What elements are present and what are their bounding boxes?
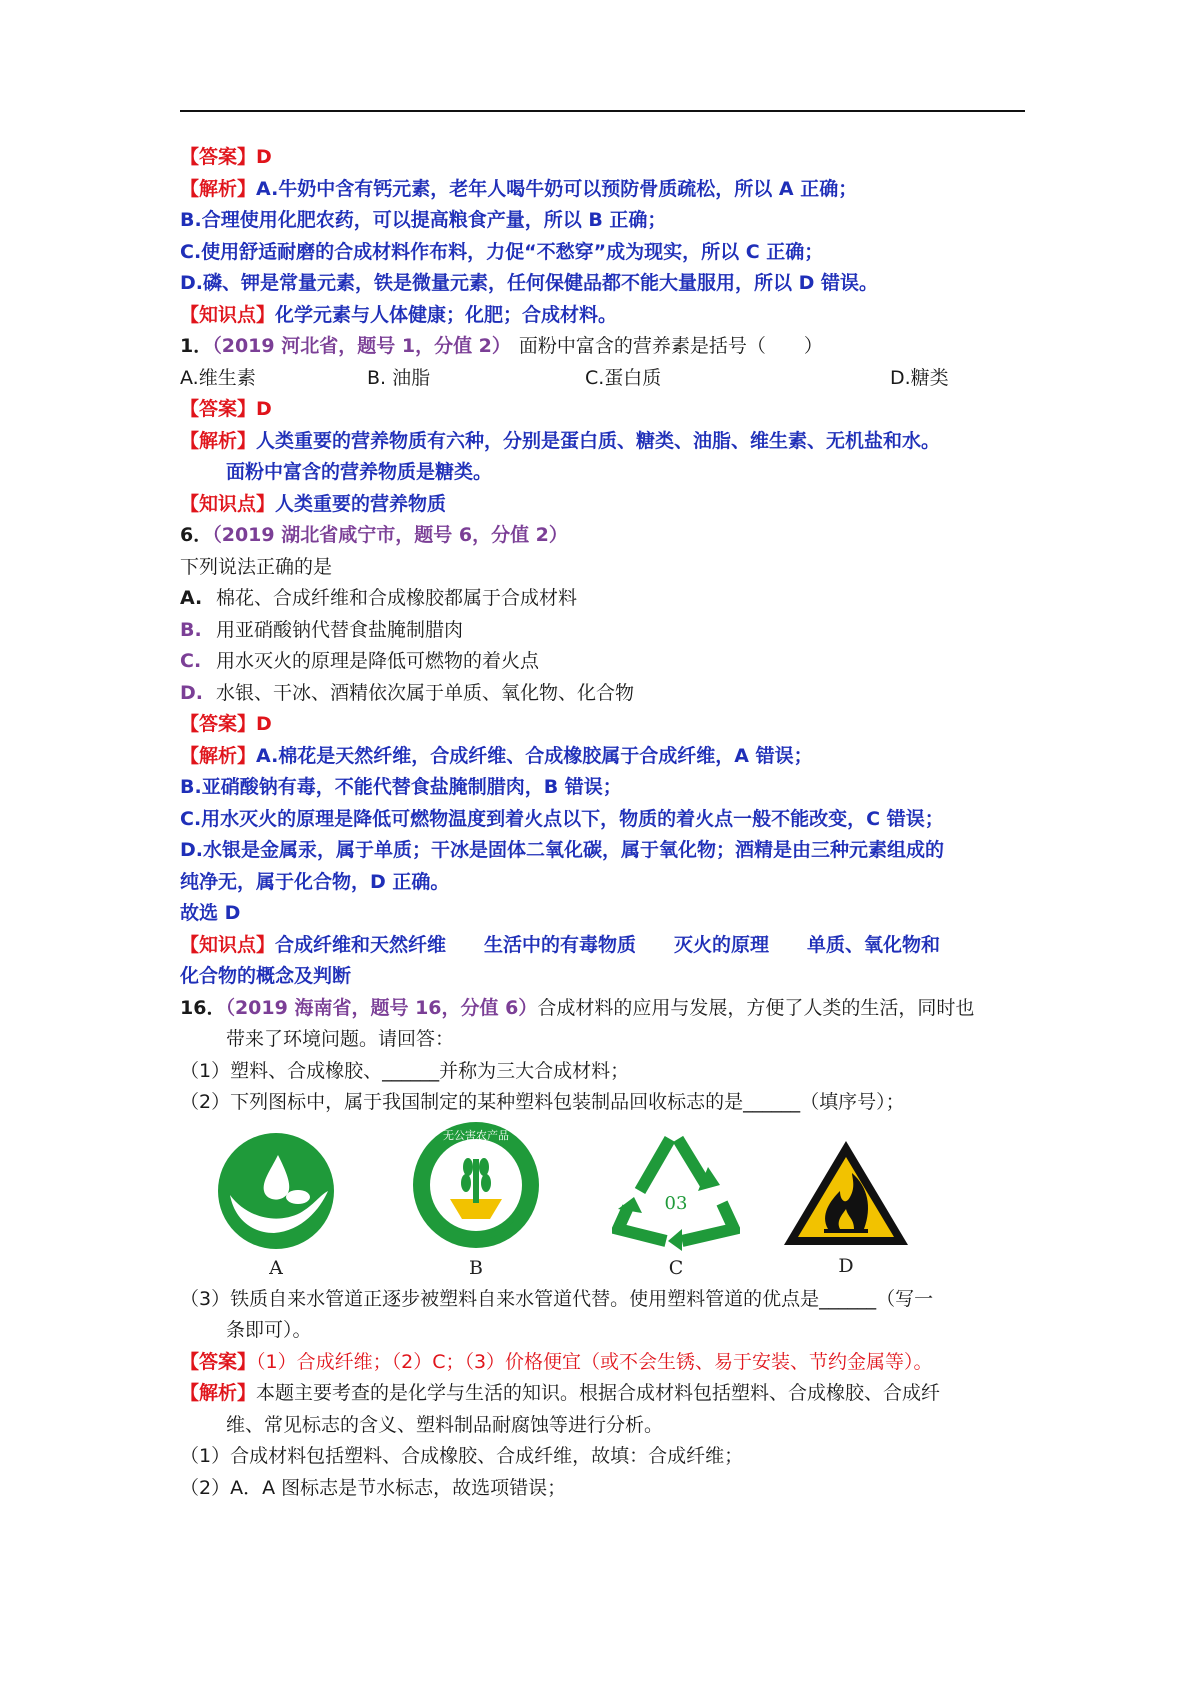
question-meta: （2019 河北省，题号 1，分值 2） [212, 335, 511, 357]
analysis-text: C.用水灭火的原理是降低可燃物温度到着火点以下，物质的着火点一般不能改变，C 错误； [180, 807, 944, 830]
analysis-tag: 【解析】 [180, 1382, 257, 1404]
analysis-text: B.合理使用化肥农药，可以提高粮食产量，所以 B 正确； [180, 209, 667, 231]
answer-tag: 【答案】 [180, 1350, 257, 1373]
answer-text: （1）合成纤维；（2）C；（3）价格便宜（或不会生锈、易于安装、节约金属等）。 [256, 1350, 933, 1373]
flammable-warning-icon [780, 1137, 912, 1249]
icon-figures [180, 1119, 1030, 1284]
analysis-text: （1）合成材料包括塑料、合成橡胶、合成纤维，故填：合成纤维； [180, 1445, 744, 1467]
analysis-text: 维、常见标志的含义、塑料制品耐腐蚀等进行分析。 [226, 1413, 664, 1436]
knowledge-tag: 【知识点】 [180, 303, 276, 326]
figure-a [216, 1131, 336, 1279]
option-key: C. [180, 650, 202, 672]
answer-value: D [256, 398, 272, 420]
option-text: 棉花、合成纤维和合成橡胶都属于合成材料 [216, 587, 578, 609]
analysis-tag: 【解析】 [180, 429, 257, 452]
option-key: B. [180, 618, 202, 641]
option-d: D.糖类 [890, 366, 949, 389]
header-rule [180, 110, 1025, 112]
analysis-line [180, 741, 1030, 773]
figure-c [612, 1133, 740, 1279]
answer-value: D [256, 146, 272, 168]
sub-question: （1）塑料、合成橡胶、______并称为三大合成材料； [180, 1059, 630, 1082]
analysis-text: D.磷、钾是常量元素，铁是微量元素，任何保健品都不能大量服用，所以 D 错误。 [180, 272, 878, 294]
analysis-text: A.牛奶中含有钙元素，老年人喝牛奶可以预防骨质疏松，所以 A 正确； [256, 177, 858, 200]
figure-label: A [269, 1256, 283, 1279]
analysis-text: 面粉中富含的营养物质是糖类。 [226, 461, 493, 483]
knowledge-line [180, 489, 1030, 521]
question-stem: 面粉中富含的营养素是括号（ ） [518, 335, 823, 357]
answer-line [180, 1347, 1030, 1379]
figure-label: B [469, 1256, 483, 1279]
recycle-icon [612, 1133, 740, 1251]
knowledge-tag: 【知识点】 [180, 933, 276, 956]
analysis-text: B.亚硝酸钠有毒，不能代替食盐腌制腊肉，B 错误； [180, 776, 622, 798]
figure-label: D [838, 1254, 854, 1277]
answer-line [180, 394, 1030, 426]
option-key: A. [180, 587, 203, 609]
question-header [180, 331, 1030, 363]
knowledge-text: 化学元素与人体健康；化肥；合成材料。 [275, 303, 618, 326]
option-text: 用水灭火的原理是降低可燃物的着火点 [216, 650, 540, 672]
option-row [180, 363, 1030, 395]
analysis-line [180, 174, 1030, 206]
option-key: D. [180, 681, 203, 704]
water-saving-icon [216, 1131, 336, 1251]
option-c: C.蛋白质 [585, 366, 662, 389]
question-header [180, 520, 1030, 552]
analysis-text: 人类重要的营养物质有六种，分别是蛋白质、糖类、油脂、维生素、无机盐和水。 [256, 429, 941, 452]
figure-d [780, 1137, 912, 1277]
option-text: 用亚硝酸钠代替食盐腌制腊肉 [216, 618, 464, 641]
document-body [180, 142, 1030, 1504]
analysis-line [180, 426, 1030, 458]
knowledge-text: 人类重要的营养物质 [275, 492, 447, 515]
question-number: 16． [180, 996, 226, 1019]
answer-line [180, 709, 1030, 741]
pollution-free-icon [410, 1119, 542, 1251]
analysis-text: （2）A．A 图标志是节水标志，故选项错误； [180, 1476, 567, 1499]
question-number: 6． [180, 524, 213, 546]
question-stem: 带来了环境问题。请回答： [226, 1028, 455, 1050]
analysis-text: A.棉花是天然纤维，合成纤维、合成橡胶属于合成纤维，A 错误； [256, 744, 813, 767]
option-text: 水银、干冰、酒精依次属于单质、氧化物、化合物 [216, 681, 635, 704]
final-choice: 故选 D [180, 902, 241, 924]
knowledge-line [180, 930, 1030, 962]
option-a: A.维生素 [180, 366, 256, 389]
option-b [180, 615, 1030, 647]
question-meta: （2019 海南省，题号 16，分值 6） [225, 996, 538, 1019]
answer-tag: 【答案】 [180, 713, 257, 735]
question-stem: 下列说法正确的是 [180, 555, 333, 578]
analysis-text: 纯净无，属于化合物，D 正确。 [180, 870, 450, 893]
sub-question: （3）铁质自来水管道正逐步被塑料自来水管道代替。使用塑料管道的优点是______（写一 [180, 1287, 934, 1310]
resin-code: 03 [664, 1192, 688, 1214]
sub-question: 条即可）。 [226, 1319, 312, 1341]
knowledge-tag: 【知识点】 [180, 492, 276, 515]
question-meta: （2019 湖北省咸宁市，题号 6，分值 2） [212, 524, 568, 546]
answer-tag: 【答案】 [180, 146, 257, 168]
figure-label: C [668, 1256, 684, 1279]
analysis-line [180, 1378, 1030, 1410]
question-header [180, 993, 1030, 1025]
ring-text: 无公害农产品 [443, 1128, 509, 1142]
knowledge-line [180, 300, 1030, 332]
analysis-text: 本题主要考查的是化学与生活的知识。根据合成材料包括塑料、合成橡胶、合成纤 [256, 1382, 941, 1404]
knowledge-text: 合成纤维和天然纤维 生活中的有毒物质 灭火的原理 单质、氧化物和 [275, 933, 941, 956]
answer-tag: 【答案】 [180, 398, 257, 420]
analysis-text: D.水银是金属汞，属于单质；干冰是固体二氧化碳，属于氧化物；酒精是由三种元素组成的 [180, 839, 944, 861]
figure-b [410, 1119, 542, 1279]
knowledge-text: 化合物的概念及判断 [180, 965, 352, 987]
analysis-tag: 【解析】 [180, 744, 257, 767]
sub-question: （2）下列图标中，属于我国制定的某种塑料包装制品回收标志的是______（填序号）； [180, 1091, 905, 1113]
answer-line [180, 142, 1030, 174]
analysis-tag: 【解析】 [180, 177, 257, 200]
option-c [180, 646, 1030, 678]
option-d [180, 678, 1030, 710]
option-b: B. 油脂 [367, 366, 431, 389]
option-a [180, 583, 1030, 615]
question-stem: 合成材料的应用与发展，方便了人类的生活，同时也 [537, 996, 975, 1019]
answer-value: D [256, 713, 272, 735]
question-number: 1． [180, 335, 213, 357]
analysis-text: C.使用舒适耐磨的合成材料作布料，力促“不愁穿”成为现实，所以 C 正确； [180, 240, 824, 263]
